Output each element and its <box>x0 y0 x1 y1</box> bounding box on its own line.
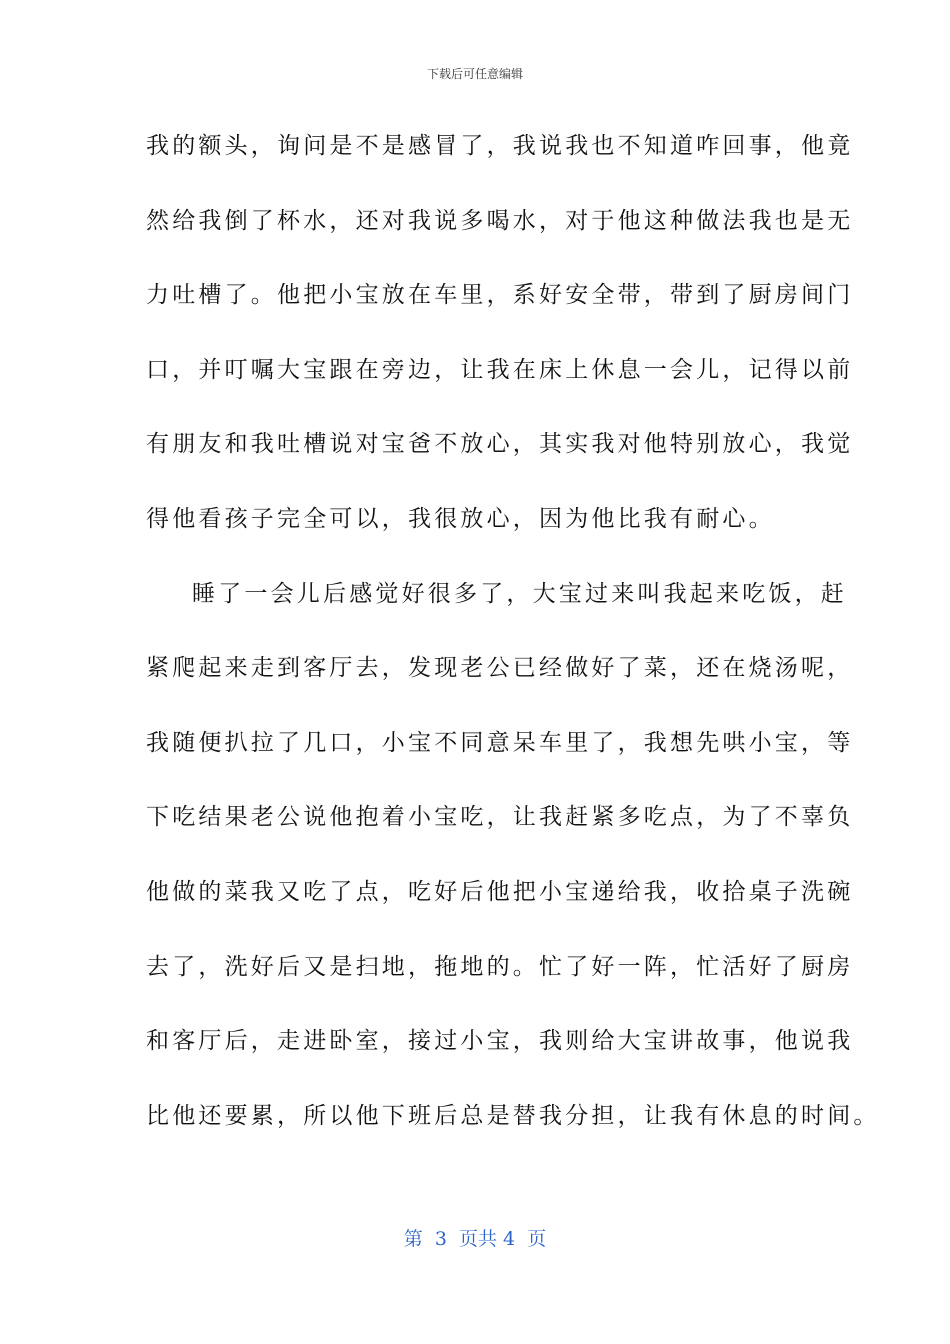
text-line: 紧爬起来走到客厅去，发现老公已经做好了菜，还在烧汤呢， <box>146 655 854 682</box>
text-line: 得他看孩子完全可以，我很放心，因为他比我有耐心。 <box>146 505 775 532</box>
text-line: 我的额头，询问是不是感冒了，我说我也不知道咋回事，他竟 <box>146 133 854 159</box>
text-line: 我随便扒拉了几口，小宝不同意呆车里了，我想先哄小宝，等 <box>146 729 854 756</box>
text-line: 和客厅后，走进卧室，接过小宝，我则给大宝讲故事，他说我 <box>146 1028 854 1055</box>
text-line: 口，并叮嘱大宝跟在旁边，让我在床上休息一会儿，记得以前 <box>146 356 854 383</box>
text-line: 下吃结果老公说他抱着小宝吃，让我赶紧多吃点，为了不辜负 <box>146 804 854 831</box>
paragraph-first-line: 睡了一会儿后感觉好很多了，大宝过来叫我起来吃饭，赶 <box>192 580 847 607</box>
document-body <box>146 124 880 1168</box>
page-number-footer: 第 3 页共 4 页 <box>403 1228 547 1250</box>
text-line: 比他还要累，所以他下班后总是替我分担，让我有休息的时间。 <box>146 1102 880 1129</box>
text-line: 他做的菜我又吃了点，吃好后他把小宝递给我，收拾桌子洗碗 <box>146 878 854 905</box>
text-line: 力吐槽了。他把小宝放在车里，系好安全带，带到了厨房间门 <box>146 282 854 309</box>
text-line: 去了，洗好后又是扫地，拖地的。忙了好一阵，忙活好了厨房 <box>146 953 854 980</box>
text-line: 然给我倒了杯水，还对我说多喝水，对于他这种做法我也是无 <box>146 207 854 234</box>
page-header: 下载后可任意编辑 <box>426 67 523 81</box>
text-line: 有朋友和我吐槽说对宝爸不放心，其实我对他特别放心，我觉 <box>146 431 854 458</box>
